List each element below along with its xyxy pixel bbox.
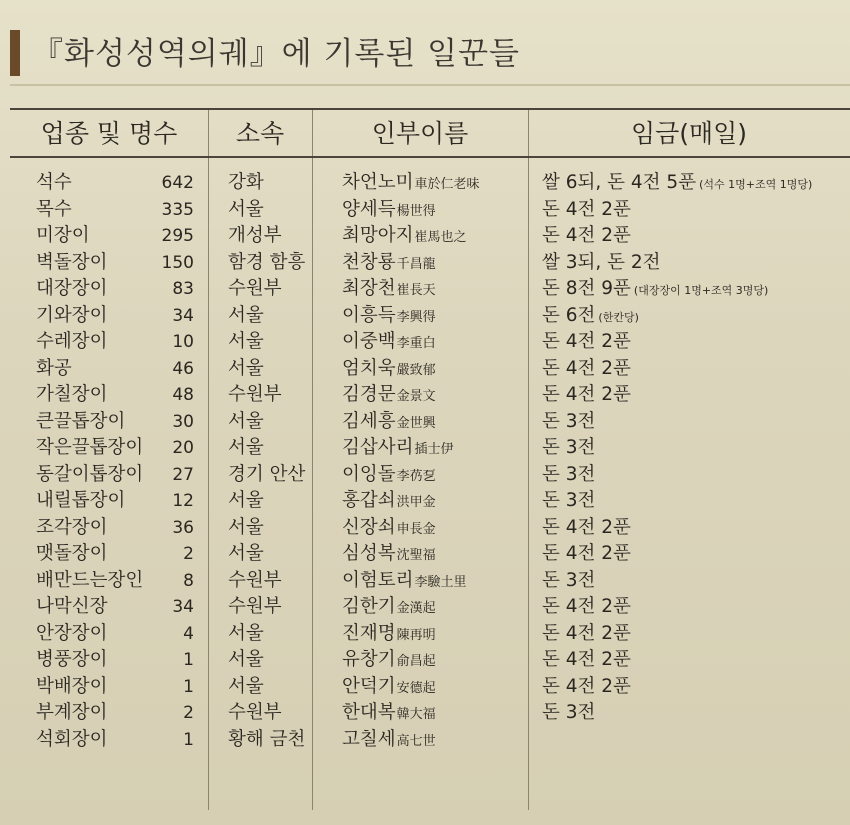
header-wage: 임금(매일): [630, 119, 748, 148]
affiliation-cell: 수원부: [228, 384, 282, 405]
name-hanja: 千昌龍: [396, 256, 436, 272]
name-hangul: 신장쇠: [342, 516, 396, 538]
count-cell: 34: [172, 305, 194, 326]
affiliation-cell: 서울: [228, 331, 264, 352]
table-row: [0, 462, 850, 489]
name-hanja: 車於仁老味: [414, 177, 480, 192]
wage-text: 돈 4전 2푼: [542, 543, 631, 564]
affiliation-cell: 서울: [228, 437, 264, 458]
job-cell: 목수: [36, 198, 72, 220]
affiliation-cell: 서울: [228, 543, 264, 564]
job-cell: 맷돌장이: [36, 543, 108, 564]
name-cell: [342, 488, 436, 517]
name-cell: [342, 647, 436, 676]
name-cell: [342, 568, 467, 597]
affiliation-cell: 서울: [228, 622, 264, 644]
name-cell: [342, 276, 436, 305]
name-cell: [342, 674, 436, 703]
count-cell: 4: [183, 623, 194, 644]
affiliation-cell: 서울: [228, 198, 264, 220]
count-cell: 20: [172, 438, 194, 458]
wage-cell: [542, 462, 598, 491]
name-hanja: 崔馬也之: [414, 230, 467, 245]
name-hanja: 申長金: [396, 521, 436, 537]
name-hanja: 李重白: [396, 336, 436, 351]
count-cell: 1: [183, 676, 194, 697]
table-row: [0, 700, 850, 727]
table-row: [0, 435, 850, 462]
table-row: [0, 515, 850, 542]
job-cell: 가칠장이: [36, 384, 108, 405]
name-cell: [342, 462, 436, 491]
name-cell: [342, 329, 436, 358]
name-hangul: 한대복: [342, 702, 396, 723]
name-hangul: 유창기: [342, 649, 396, 670]
wage-cell: [542, 700, 598, 729]
name-hangul: 김경문: [342, 384, 396, 405]
wage-note: (석수 1명+조역 1명당): [699, 178, 813, 191]
count-cell: 1: [183, 650, 194, 670]
wage-cell: [542, 250, 664, 279]
wage-text: 돈 3전: [542, 410, 596, 432]
header-affiliation: 소속: [235, 119, 285, 148]
job-cell: 배만드는장인: [36, 569, 144, 591]
job-cell: 병풍장이: [36, 649, 108, 670]
table-row: [0, 223, 850, 250]
wage-text: 돈 4전 2푼: [542, 596, 631, 617]
wage-cell: [542, 170, 812, 199]
name-hangul: 안덕기: [342, 675, 396, 697]
affiliation-cell: 강화: [228, 172, 264, 193]
affiliation-cell: 서울: [228, 357, 264, 379]
job-cell: 나막신장: [36, 596, 108, 617]
table-row: [0, 303, 850, 330]
affiliation-cell: 서울: [228, 410, 264, 432]
name-hanja: 嚴致郁: [396, 362, 436, 378]
name-hangul: 천창룡: [342, 251, 396, 273]
name-cell: [342, 727, 436, 756]
wage-cell: [542, 435, 598, 464]
wage-text: 돈 3전: [542, 463, 596, 485]
wage-cell: [542, 594, 634, 623]
table-row: [0, 170, 850, 197]
header-job: 업종 및 명수: [40, 119, 178, 148]
name-cell: [342, 303, 436, 332]
count-cell: 2: [183, 544, 194, 564]
job-cell: 수레장이: [36, 331, 108, 352]
wage-cell: [542, 568, 598, 597]
name-hanja: 插士伊: [414, 442, 454, 457]
affiliation-cell: 서울: [228, 304, 264, 326]
wage-cell: [542, 727, 545, 756]
wage-cell: [542, 541, 634, 570]
table-row: [0, 382, 850, 409]
count-cell: 48: [172, 385, 194, 405]
affiliation-cell: 서울: [228, 649, 264, 670]
wage-text: 돈 6전: [542, 304, 596, 326]
header-name: 인부이름: [371, 119, 469, 148]
name-hanja: 陳再明: [396, 627, 436, 643]
name-hangul: 이잉돌: [342, 463, 396, 485]
page-title: 『화성성역의궤』에 기록된 일꾼들: [32, 36, 521, 72]
count-cell: 295: [161, 226, 194, 246]
table-row: [0, 409, 850, 436]
count-cell: 150: [161, 252, 194, 273]
table-row: [0, 727, 850, 754]
name-hanja: 洪甲金: [396, 495, 436, 510]
wage-cell: [542, 382, 634, 411]
wage-text: 쌀 3되, 돈 2전: [542, 251, 661, 273]
name-hangul: 진재명: [342, 622, 396, 644]
wage-text: 돈 3전: [542, 490, 596, 511]
name-hanja: 俞昌起: [396, 654, 436, 669]
name-hangul: 차언노미: [342, 172, 414, 193]
wage-text: 돈 8전 9푼: [542, 278, 631, 299]
name-cell: [342, 356, 436, 385]
table-row: [0, 674, 850, 701]
count-cell: 8: [183, 570, 194, 591]
count-cell: 10: [172, 332, 194, 352]
wage-text: 돈 4전 2푼: [542, 622, 631, 644]
wage-cell: [542, 356, 634, 385]
wage-cell: [542, 488, 598, 517]
name-hangul: 홍갑쇠: [342, 490, 396, 511]
affiliation-cell: 수원부: [228, 596, 282, 617]
table-row: [0, 250, 850, 277]
wage-cell: [542, 276, 768, 305]
job-cell: 큰끌톱장이: [36, 410, 126, 432]
table-row: [0, 276, 850, 303]
affiliation-cell: 경기 안산: [228, 463, 306, 485]
wage-cell: [542, 197, 634, 226]
wage-text: 돈 3전: [542, 437, 596, 458]
name-cell: [342, 250, 436, 279]
name-hangul: 최망아지: [342, 225, 414, 246]
name-hanja: 李芿乭: [396, 468, 436, 484]
title-divider: [10, 84, 850, 86]
count-cell: 36: [172, 517, 194, 538]
affiliation-cell: 서울: [228, 516, 264, 538]
job-cell: 동갈이톱장이: [36, 463, 144, 485]
wage-cell: [542, 329, 634, 358]
name-cell: [342, 382, 436, 411]
table-top-rule: [10, 108, 850, 110]
table-row: [0, 594, 850, 621]
wage-cell: [542, 621, 634, 650]
job-cell: 석수: [36, 172, 72, 193]
job-cell: 조각장이: [36, 516, 108, 538]
name-hanja: 金漢起: [396, 601, 436, 616]
table-row: [0, 541, 850, 568]
table-row: [0, 488, 850, 515]
affiliation-cell: 함경 함흥: [228, 251, 306, 273]
count-cell: 30: [172, 411, 194, 432]
name-cell: [342, 700, 436, 729]
table-row: [0, 197, 850, 224]
wage-text: 돈 3전: [542, 569, 596, 591]
wage-text: 돈 4전 2푼: [542, 198, 631, 220]
name-hangul: 최장천: [342, 278, 396, 299]
affiliation-cell: 수원부: [228, 702, 282, 723]
wage-text: 돈 4전 2푼: [542, 675, 631, 697]
job-cell: 부계장이: [36, 702, 108, 723]
wage-cell: [542, 674, 634, 703]
count-cell: 335: [161, 199, 194, 220]
table-row: [0, 329, 850, 356]
name-hangul: 심성복: [342, 543, 396, 564]
wage-text: 돈 4전 2푼: [542, 225, 631, 246]
table-row: [0, 621, 850, 648]
name-hanja: 韓大福: [396, 707, 436, 722]
count-cell: 642: [161, 173, 194, 193]
name-hanja: 李驗土里: [414, 574, 467, 590]
header-rule: [10, 156, 850, 158]
name-hangul: 양세득: [342, 198, 396, 220]
count-cell: 46: [172, 358, 194, 379]
title-accent-bar: [10, 30, 20, 76]
affiliation-cell: 수원부: [228, 569, 282, 591]
name-cell: [342, 170, 480, 199]
affiliation-cell: 서울: [228, 490, 264, 511]
name-hanja: 金景文: [396, 389, 436, 404]
name-hangul: 이험토리: [342, 569, 414, 591]
job-cell: 미장이: [36, 225, 90, 246]
affiliation-cell: 수원부: [228, 278, 282, 299]
table-row: [0, 647, 850, 674]
count-cell: 83: [172, 279, 194, 299]
wage-text: 돈 4전 2푼: [542, 649, 631, 670]
count-cell: 1: [183, 729, 194, 750]
wage-text: 돈 4전 2푼: [542, 516, 631, 538]
affiliation-cell: 서울: [228, 675, 264, 697]
affiliation-cell: 황해 금천: [228, 728, 306, 750]
wage-note: (대장장이 1명+조역 3명당): [633, 284, 769, 297]
job-cell: 작은끌톱장이: [36, 437, 144, 458]
wage-text: 돈 4전 2푼: [542, 331, 631, 352]
table-row: [0, 356, 850, 383]
name-cell: [342, 515, 436, 544]
name-hangul: 이중백: [342, 331, 396, 352]
job-cell: 내릴톱장이: [36, 490, 126, 511]
job-cell: 안장장이: [36, 622, 108, 644]
wage-text: 돈 3전: [542, 702, 596, 723]
name-hangul: 고칠세: [342, 728, 396, 750]
count-cell: 34: [172, 597, 194, 617]
wage-text: 쌀 6되, 돈 4전 5푼: [542, 172, 697, 193]
count-cell: 27: [172, 464, 194, 485]
name-hanja: 安德起: [396, 680, 436, 696]
name-hangul: 김세흥: [342, 410, 396, 432]
name-hanja: 楊世得: [396, 203, 436, 219]
wage-cell: [542, 515, 634, 544]
count-cell: 2: [183, 703, 194, 723]
table-row: [0, 568, 850, 595]
name-hanja: 崔長天: [396, 283, 436, 298]
name-cell: [342, 435, 454, 464]
name-cell: [342, 223, 467, 252]
name-hangul: 김한기: [342, 596, 396, 617]
name-cell: [342, 541, 436, 570]
wage-cell: [542, 303, 639, 332]
name-hangul: 이흥득: [342, 304, 396, 326]
name-cell: [342, 197, 436, 226]
name-cell: [342, 409, 436, 438]
name-hangul: 김삽사리: [342, 437, 414, 458]
affiliation-cell: 개성부: [228, 225, 282, 246]
count-cell: 12: [172, 491, 194, 511]
name-hanja: 金世興: [396, 415, 436, 431]
wage-text: 돈 4전 2푼: [542, 384, 631, 405]
name-cell: [342, 594, 436, 623]
name-hangul: 엄치욱: [342, 357, 396, 379]
table-body: [0, 170, 850, 753]
name-cell: [342, 621, 436, 650]
job-cell: 석회장이: [36, 728, 108, 750]
wage-note: (한칸당): [598, 310, 639, 324]
name-hanja: 沈聖福: [396, 548, 436, 563]
job-cell: 벽돌장이: [36, 251, 108, 273]
job-cell: 대장장이: [36, 278, 108, 299]
name-hanja: 李興得: [396, 309, 436, 325]
job-cell: 박배장이: [36, 675, 108, 697]
wage-cell: [542, 409, 598, 438]
wage-text: 돈 4전 2푼: [542, 357, 631, 379]
wage-cell: [542, 223, 634, 252]
job-cell: 화공: [36, 357, 72, 379]
job-cell: 기와장이: [36, 304, 108, 326]
name-hanja: 高七世: [396, 733, 436, 749]
wage-cell: [542, 647, 634, 676]
